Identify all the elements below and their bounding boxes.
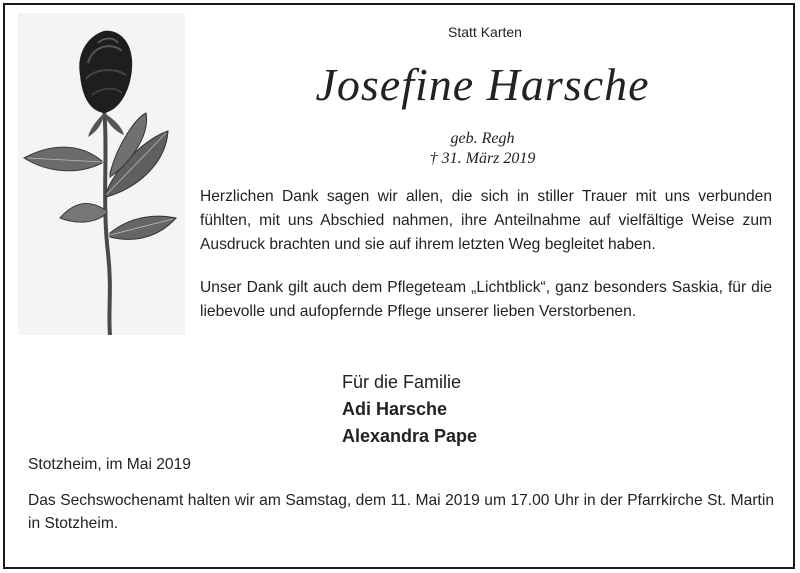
family-signature xyxy=(342,369,477,450)
family-member-2: Alexandra Pape xyxy=(342,426,478,446)
rose-icon xyxy=(18,13,185,335)
death-date: † 31. März 2019 xyxy=(429,150,536,167)
thanks-paragraph: Herzlichen Dank sagen wir allen, die sich in stiller Trauer mit uns verbunden fühlten, mit uns Abschied nahmen, ihre Anteilnahme auf vielfältige Weise zum Ausdruck brachten und sie auf ihrem letzten Weg begleitet haben. xyxy=(200,188,772,253)
statt-karten-label: Statt Karten xyxy=(448,24,522,40)
birth-name: geb. Regh xyxy=(450,130,515,147)
service-note: Das Sechswochenamt halten wir am Samstag, dem 11. Mai 2019 um 17.00 Uhr in der Pfarrkirche St. Martin in Stotzheim. xyxy=(28,492,774,532)
care-thanks-paragraph: Unser Dank gilt auch dem Pflegeteam „Lichtblick“, ganz besonders Saskia, für die liebevolle und aufopfernde Pflege unserer lieben Verstorbenen. xyxy=(200,279,772,320)
family-member-1: Adi Harsche xyxy=(342,399,448,419)
family-intro: Für die Familie xyxy=(342,372,462,392)
rose-image xyxy=(18,13,185,335)
deceased-name: Josefine Harsche xyxy=(315,59,650,110)
place-date: Stotzheim, im Mai 2019 xyxy=(28,456,191,473)
